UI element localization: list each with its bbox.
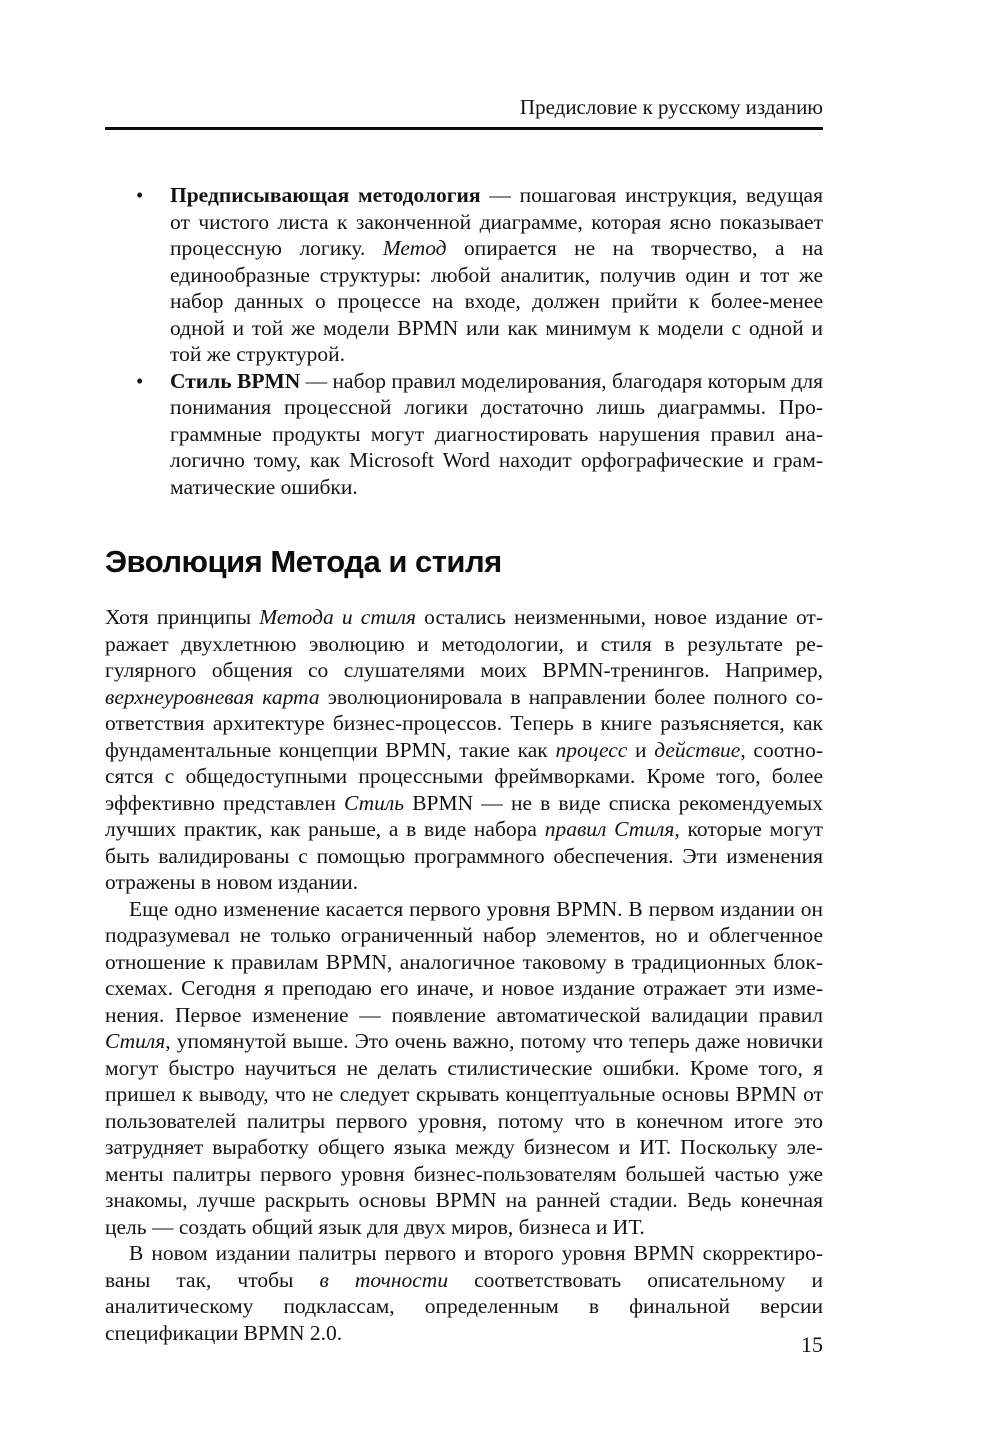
- bullet-list: [105, 182, 823, 500]
- list-item: [105, 182, 823, 368]
- paragraph: В новом издании палитры первого и второго уровня BPMN скорректированы так, чтобы в точности соответствовать описательному и аналитическому подклассам, определенным в финальной версии спецификации BPMN 2.0.: [105, 1241, 823, 1345]
- running-header-title: Предисловие к русскому изданию: [519, 95, 823, 119]
- list-item-text: Стиль BPMN — набор правил моделирования, благодаря которым для понимания процессной логики достаточно лишь диаграммы. Программные продукты могут диагностировать нарушения правил аналогично тому, как Microsoft Word находит орфографические и грамматические ошибки.: [170, 368, 823, 499]
- list-item: [105, 368, 823, 501]
- list-item-text: Предписывающая методология — пошаговая инструкция, ведущая от чистого листа к законченной диаграмме, которая ясно показывает процессную логику. Метод опирается не на творчество, а на единообразные структуры: любой аналитик, получив один и тот же набор данных о процессе на входе, должен прийти к более-менее одной и той же модели BPMN или как минимум к модели с одной и той же структурой.: [170, 183, 823, 366]
- bullet-icon: •: [136, 368, 144, 393]
- section-heading: Эволюция Метода и стиля: [105, 544, 502, 579]
- running-header: [105, 96, 823, 127]
- bullet-icon: •: [136, 183, 144, 207]
- paragraph: Хотя принципы Метода и стиля остались неизменными, новое издание отражает двухлетнюю эволюцию и методологии, и стиля в результате регулярного общения со слушателями моих BPMN-тренингов. Например, верхнеуровневая карта эволюционировала в направлении более полного соответствия архитектуре бизнес-процессов. Теперь в книге разъясняется, как фундаментальные концепции BPMN, такие как процесс и действие, соотносятся с общедоступными процессными фреймворками. Кроме того, более эффективно представлен Стиль BPMN — не в виде списка рекомендуемых лучших практик, как раньше, а в виде набора правил Стиля, которые могут быть валидированы с помощью программного обеспечения. Эти изменения отражены в новом издании.: [105, 605, 823, 894]
- page-number: 15: [801, 1332, 823, 1357]
- header-rule: [105, 127, 823, 130]
- paragraph: Еще одно изменение касается первого уровня BPMN. В первом издании он подразумевал не только ограниченный набор элементов, но и облегченное отношение к правилам BPMN, аналогичное таковому в традиционных блок-схемах. Сегодня я преподаю его иначе, и новое издание отражает эти изменения. Первое изменение — появление автоматической валидации правил Стиля, упомянутой выше. Это очень важно, потому что теперь даже новички могут быстро научиться не делать стилистические ошибки. Кроме того, я пришел к выводу, что не следует скрывать концептуальные основы BPMN от пользователей палитры первого уровня, потому что в конечном итоге это затрудняет выработку общего языка между бизнесом и ИТ. Поскольку элементы палитры первого уровня бизнес-пользователям большей частью уже знакомы, лучше раскрыть основы BPMN на ранней стадии. Ведь конечная цель — создать общий язык для двух миров, бизнеса и ИТ.: [105, 896, 823, 1239]
- section-body: [105, 604, 823, 1346]
